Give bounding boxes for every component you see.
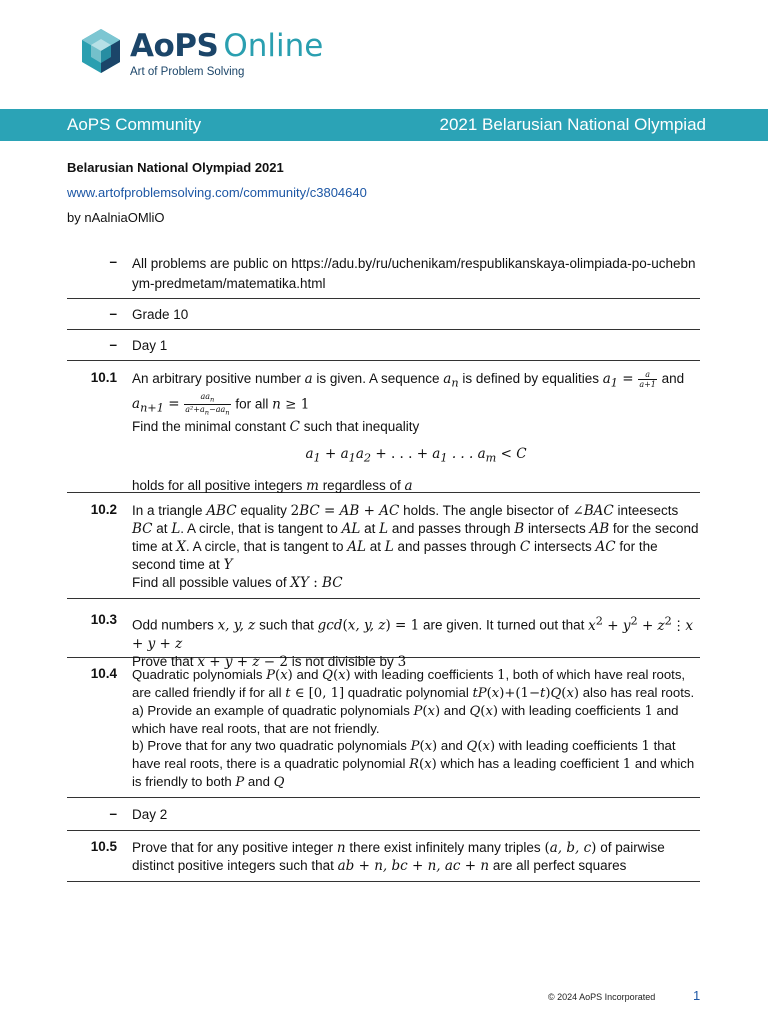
problem-row — [67, 599, 700, 670]
item-marker: – — [109, 254, 117, 269]
problem-number: 10.1 — [90, 370, 117, 385]
problem-text: In a triangle ABC equality 2BC = AB + AC holds. The angle bisector of ∠BAC inteesects BC at L. A circle, that is tangent to AL at L and passes through B intersects AB for the second time at X. A circle, that is tangent to AL at L and passes through C intersects AC for the second time at Y Find all possible values of XY : BC — [132, 503, 699, 591]
logo-tagline: Art of Problem Solving — [130, 66, 245, 78]
item-marker: – — [109, 337, 117, 352]
item-marker: – — [109, 806, 117, 821]
list-item — [67, 247, 700, 299]
contest-meta — [67, 155, 367, 230]
aops-logo[interactable] — [80, 26, 340, 82]
problem-number: 10.4 — [90, 666, 117, 681]
problem-list — [67, 247, 700, 882]
problem-row — [67, 493, 700, 599]
problem-text: Prove that for any positive integer n there exist infinitely many triples (a, b, c) of pairwise distinct positive integers such that ab + n, bc + n, ac + n are all perfect squares — [132, 840, 665, 874]
item-text: All problems are public on https://adu.by/ru/uchenikam/respublikanskaya-olimpiada-po-uchebnym-predmetam/matematika.html — [132, 256, 696, 291]
logo-wordmark-bold: AoPS — [130, 28, 219, 64]
community-url-link[interactable]: www.artofproblemsolving.com/community/c3804640 — [67, 185, 367, 200]
author-line: by nAalniaOMliO — [67, 210, 165, 225]
problem-row — [67, 831, 700, 882]
problem-text: Odd numbers x, y, z such that gcd(x, y, z) = 1 are given. It turned out that $x^2 + y^2$ + $z^2⋮x + y + z$ Prove that x + y + z − 2 is not divisible by 3 — [132, 614, 693, 670]
problem-number: 10.5 — [90, 839, 117, 854]
problem-number: 10.3 — [90, 612, 117, 627]
item-text: Day 2 — [132, 807, 168, 822]
footer-copyright: © 2024 AoPS Incorporated — [548, 992, 656, 1002]
list-item — [67, 299, 700, 330]
problem-text: Quadratic polynomials P(x) and Q(x) with leading coefficients 1, both of which have real roots, are called friendly if for all t ∈ [0, 1] quadratic polynomial tP(x)+(1−t)Q(x) also has real roots. a) Provide an example of quadratic polynomials P(x) and Q(x) with leading coefficients 1 and which have real roots, that are not friendly. b) Prove that for any two quadratic polynomials P(x) and Q(x) with leading coefficients 1 that have real roots, there is a quadratic polynomial R(x) which has a leading coefficient 1 and which is friendly to both P and Q — [132, 667, 695, 790]
problem-row — [67, 361, 700, 493]
list-item — [67, 798, 700, 831]
contest-title: 2021 Belarusian National Olympiad — [439, 115, 706, 134]
item-text: Day 1 — [132, 338, 168, 353]
logo-wordmark-light: Online — [223, 28, 324, 64]
page-number: 1 — [693, 988, 701, 1003]
item-text: Grade 10 — [132, 307, 189, 322]
community-link[interactable]: AoPS Community — [67, 115, 202, 134]
problem-number: 10.2 — [90, 502, 117, 517]
aops-cube-icon — [80, 28, 122, 74]
header-banner — [0, 109, 768, 141]
problem-row — [67, 658, 700, 798]
item-marker: – — [109, 306, 117, 321]
contest-name: Belarusian National Olympiad 2021 — [67, 160, 284, 175]
problem-text: An arbitrary positive number a is given. A sequence $a_n$ is defined by equalities $a_1$ = $\frac{a}{a+1}$ and $a_{n+1}$ = $\frac{aa_n}{a^2+a_n-aa_n}$ for all n ≥ 1 Find the minimal constant C such that inequality $a_1 + a_1a_2$ + . . . + $a_1$ . . . $a_m < C$ holds for all positive integers m regardless of a — [132, 370, 685, 494]
list-item — [67, 330, 700, 361]
